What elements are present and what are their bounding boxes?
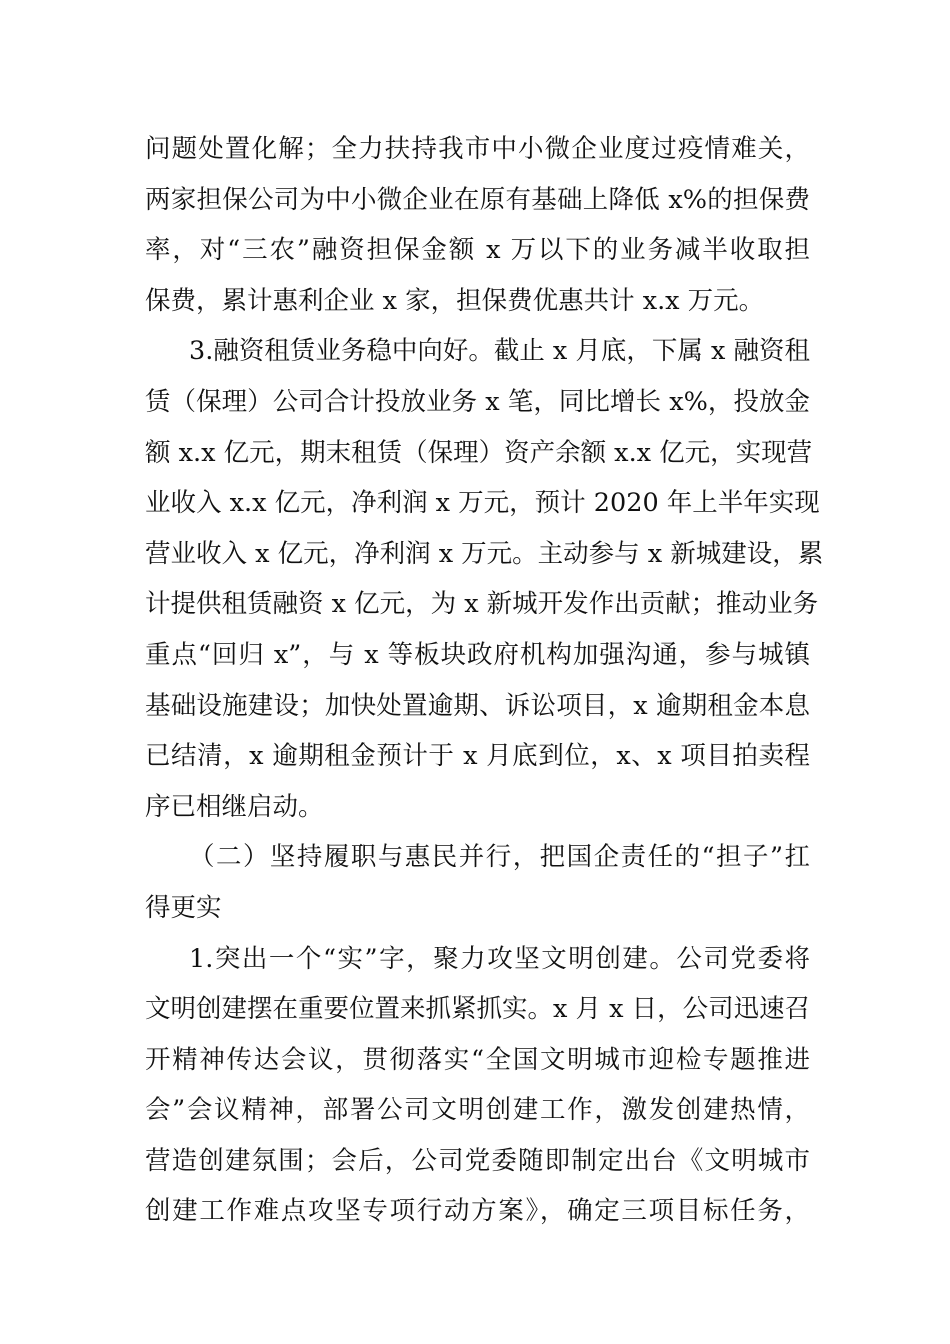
text-line: 营造创建氛围；会后，公司党委随即制定出台《文明城市 (145, 1145, 810, 1176)
text-line: 3.融资租赁业务稳中向好。截止 x 月底，下属 x 融资租 (189, 336, 811, 367)
text-line: 1.突出一个“实”字，聚力攻坚文明创建。公司党委将 (189, 943, 810, 974)
paragraph-civilization-creation (145, 934, 810, 1238)
body-text (145, 124, 824, 1237)
text-line: 序已相继启动。 (145, 791, 324, 822)
text-line: 创建工作难点攻坚专项行动方案》，确定三项目标任务， (145, 1196, 810, 1227)
text-line: 文明创建摆在重要位置来抓紧抓实。x 月 x 日，公司迅速召 (145, 994, 811, 1025)
heading-line: 得更实 (145, 892, 222, 923)
text-line: 基础设施建设；加快处置逾期、诉讼项目，x 逾期租金本息 (145, 690, 810, 721)
text-line: 额 x.x 亿元，期末租赁（保理）资产余额 x.x 亿元，实现营 (145, 437, 813, 468)
text-line: 营业收入 x 亿元，净利润 x 万元。主动参与 x 新城建设，累 (145, 538, 824, 569)
text-line: 两家担保公司为中小微企业在原有基础上降低 x%的担保费 (145, 184, 810, 215)
text-line: 保费，累计惠利企业 x 家，担保费优惠共计 x.x 万元。 (145, 285, 765, 316)
text-line: 业收入 x.x 亿元，净利润 x 万元，预计 2020 年上半年实现 (145, 488, 820, 519)
text-line: 赁（保理）公司合计投放业务 x 笔，同比增长 x%，投放金 (145, 386, 810, 417)
text-line: 率，对“三农”融资担保金额 x 万以下的业务减半收取担 (145, 235, 810, 266)
text-line: 问题处置化解；全力扶持我市中小微企业度过疫情难关， (145, 134, 810, 164)
text-line: 已结清，x 逾期租金预计于 x 月底到位，x、x 项目拍卖程 (145, 741, 810, 772)
paragraph-guarantee-continued (145, 124, 810, 326)
text-line: 计提供租赁融资 x 亿元，为 x 新城开发作出贡献；推动业务 (145, 589, 819, 620)
text-line: 重点“回归 x”，与 x 等板块政府机构加强沟通，参与城镇 (145, 639, 810, 670)
paragraph-financial-leasing (145, 326, 824, 832)
text-line: 会”会议精神，部署公司文明创建工作，激发创建热情， (145, 1095, 810, 1126)
text-line: 开精神传达会议，贯彻落实“全国文明城市迎检专题推进 (145, 1044, 810, 1075)
section-heading-2 (145, 832, 810, 933)
heading-line: （二）坚持履职与惠民并行，把国企责任的“担子”扛 (189, 842, 810, 873)
